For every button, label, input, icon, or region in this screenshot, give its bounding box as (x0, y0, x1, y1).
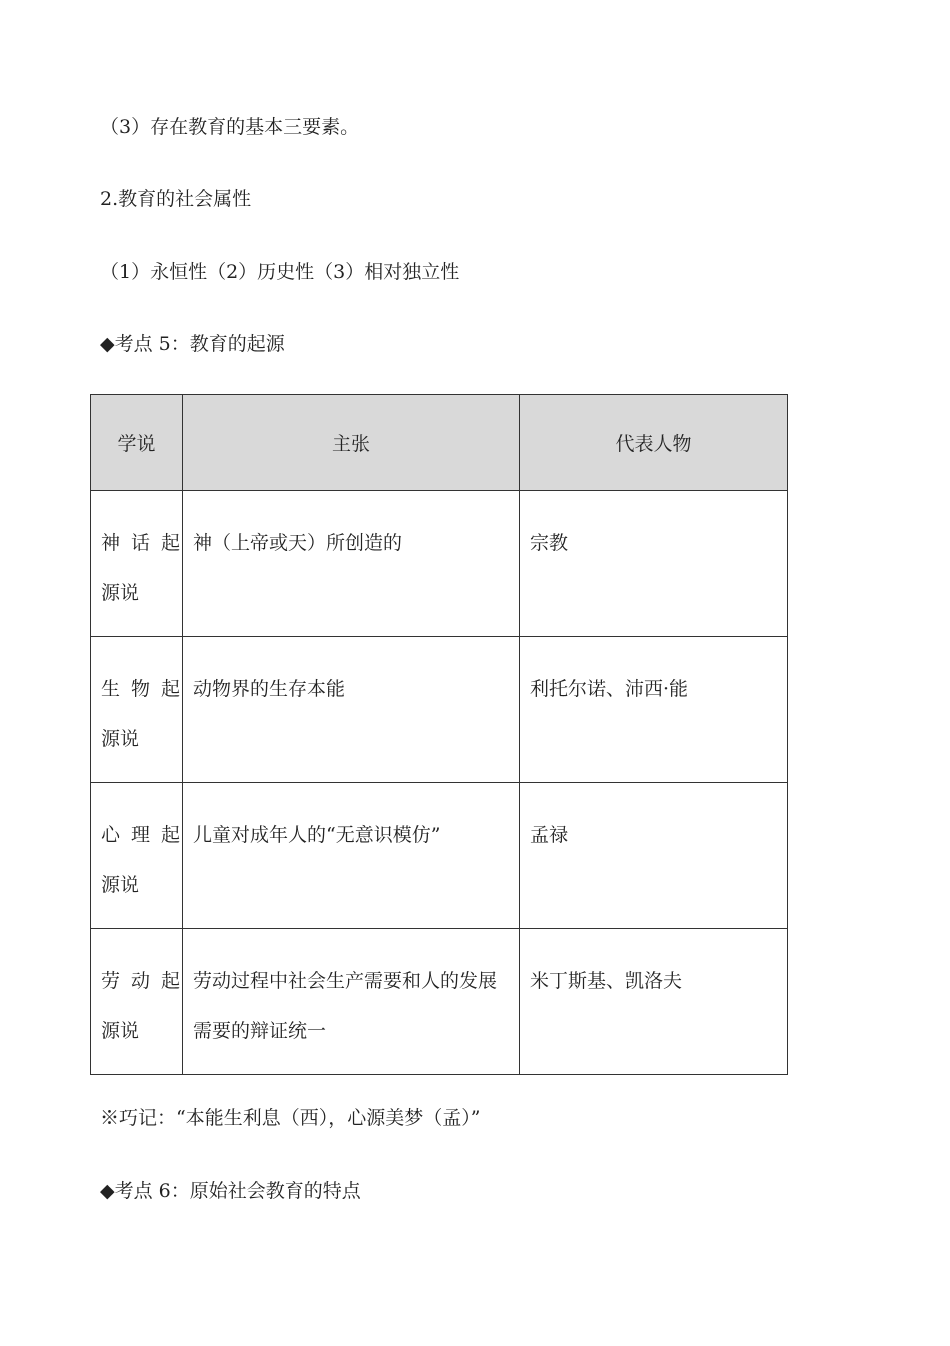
claim-cell: 儿童对成年人的“无意识模仿” (183, 783, 520, 929)
table-row (91, 783, 788, 929)
theory-cell: 心 理 起 源说 (91, 783, 183, 929)
theory-cell: 神 话 起 源说 (91, 491, 183, 637)
paragraph-attributes-list: （1）永恒性（2）历史性（3）相对独立性 (100, 261, 460, 283)
heading-social-attributes: 2.教育的社会属性 (100, 188, 252, 210)
education-origin-table (90, 394, 788, 1075)
claim-cell: 劳动过程中社会生产需要和人的发展需要的辩证统一 (183, 929, 520, 1075)
table-row (91, 929, 788, 1075)
heading-exam-point-6: ◆考点 6：原始社会教育的特点 (100, 1180, 361, 1202)
heading-exam-point-5: ◆考点 5：教育的起源 (100, 333, 285, 355)
people-cell: 米丁斯基、凯洛夫 (520, 929, 788, 1075)
claim-cell: 神（上帝或天）所创造的 (183, 491, 520, 637)
header-claim: 主张 (183, 395, 520, 491)
table-header-row (91, 395, 788, 491)
table-row (91, 491, 788, 637)
mnemonic-note: ※巧记：“本能生利息（西），心源美梦（孟）” (100, 1107, 481, 1129)
people-cell: 孟禄 (520, 783, 788, 929)
people-cell: 利托尔诺、沛西·能 (520, 637, 788, 783)
paragraph-three-elements: （3）存在教育的基本三要素。 (100, 116, 360, 138)
header-theory: 学说 (91, 395, 183, 491)
theory-cell: 劳 动 起 源说 (91, 929, 183, 1075)
claim-cell: 动物界的生存本能 (183, 637, 520, 783)
table-row (91, 637, 788, 783)
header-representatives: 代表人物 (520, 395, 788, 491)
theory-cell: 生 物 起 源说 (91, 637, 183, 783)
people-cell: 宗教 (520, 491, 788, 637)
